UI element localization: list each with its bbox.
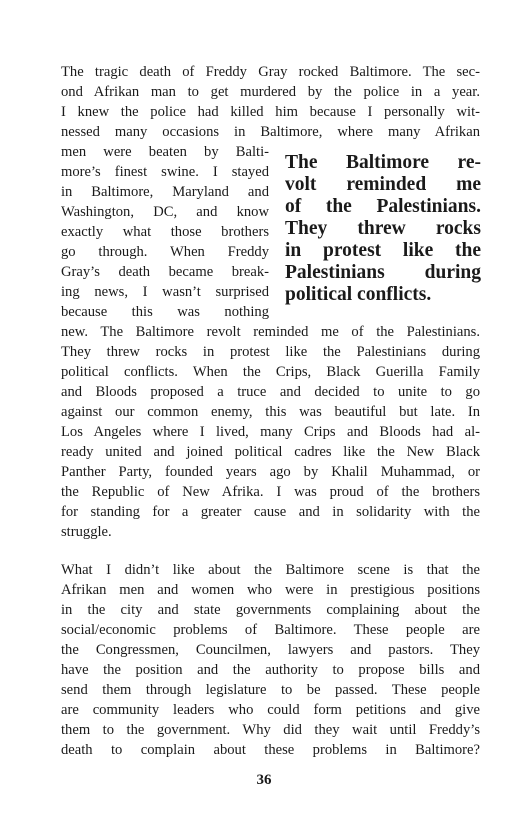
- text-line: Gray’s death became break-: [61, 264, 269, 280]
- text-line: exactly what those brothers: [61, 224, 269, 240]
- text-line: for standing for a greater cause and in solidarity with the: [61, 504, 480, 520]
- text-line: ready united and joined political cadres like the New Black: [61, 444, 480, 460]
- pull-quote-line: They threw rocks: [285, 218, 481, 239]
- pull-quote-line: in protest like the: [285, 240, 481, 261]
- text-line: go through. When Freddy: [61, 244, 269, 260]
- text-line: The tragic death of Freddy Gray rocked Baltimore. The sec-: [61, 64, 480, 80]
- pull-quote-line: of the Palestinians.: [285, 196, 481, 217]
- text-line: ond Afrikan man to get murdered by the police in a year.: [61, 84, 480, 100]
- text-line: new. The Baltimore revolt reminded me of the Palestinians.: [61, 324, 480, 340]
- text-line: nessed many occasions in Baltimore, where many Afrikan: [61, 124, 480, 140]
- text-line: the Congressmen, Councilmen, lawyers and pastors. They: [61, 642, 480, 658]
- text-line: ing news, I wasn’t surprised: [61, 284, 269, 300]
- pull-quote-line: Palestinians during: [285, 262, 481, 283]
- text-line: Panther Party, founded years ago by Khalil Muhammad, or: [61, 464, 480, 480]
- text-line: send them through legislature to be passed. These people: [61, 682, 480, 698]
- text-line: social/economic problems of Baltimore. These people are: [61, 622, 480, 638]
- text-line: Afrikan men and women who were in prestigious positions: [61, 582, 480, 598]
- text-line: have the position and the authority to propose bills and: [61, 662, 480, 678]
- text-line: men were beaten by Balti-: [61, 144, 269, 160]
- text-line: more’s finest swine. I stayed: [61, 164, 269, 180]
- text-line: in Baltimore, Maryland and: [61, 184, 269, 200]
- text-line: struggle.: [61, 524, 112, 540]
- text-line: the Republic of New Afrika. I was proud of the brothers: [61, 484, 480, 500]
- text-line: They threw rocks in protest like the Palestinians during: [61, 344, 480, 360]
- pull-quote-line: The Baltimore re-: [285, 152, 481, 173]
- text-line: against our common enemy, this was beautiful but late. In: [61, 404, 480, 420]
- text-line: political conflicts. When the Crips, Black Guerilla Family: [61, 364, 480, 380]
- text-line: and Bloods proposed a truce and decided to unite to go: [61, 384, 480, 400]
- pull-quote-line: volt reminded me: [285, 174, 481, 195]
- text-line: Los Angeles where I lived, many Crips and Bloods had al-: [61, 424, 480, 440]
- page-number: 36: [256, 772, 272, 788]
- text-line: I knew the police had killed him because I personally wit-: [61, 104, 480, 120]
- text-line: them to the government. Why did they wait until Freddy’s: [61, 722, 480, 738]
- text-line: in the city and state governments complaining about the: [61, 602, 480, 618]
- pull-quote-line: political conflicts.: [285, 284, 432, 305]
- text-line: Washington, DC, and know: [61, 204, 269, 220]
- text-line: What I didn’t like about the Baltimore scene is that the: [61, 562, 480, 578]
- text-line: are community leaders who could form petitions and give: [61, 702, 480, 718]
- text-line: because this was nothing: [61, 304, 269, 320]
- text-line: death to complain about these problems in Baltimore?: [61, 742, 480, 758]
